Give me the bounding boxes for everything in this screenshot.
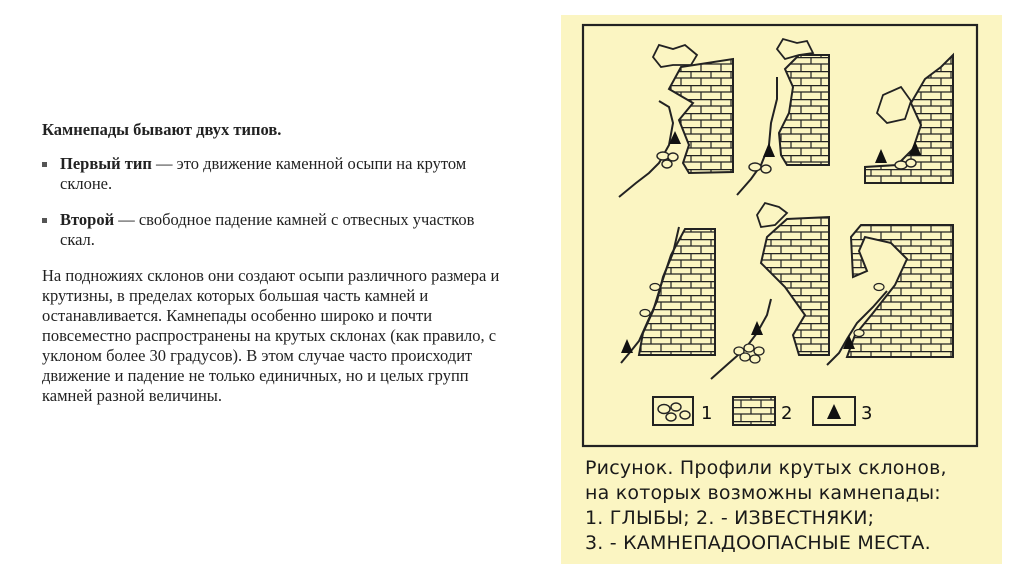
slope-profile-5	[711, 203, 829, 379]
bullet-second-type	[42, 210, 512, 250]
slope-profile-6	[827, 225, 953, 365]
rockfall-figure	[561, 15, 1002, 564]
bullet-text: — это движение каменной осыпи на крутом склоне.	[60, 154, 467, 193]
legend-label-1: 1	[701, 403, 713, 424]
bullet-square-icon	[42, 162, 47, 167]
legend-label-2: 2	[781, 403, 793, 424]
bullet-term: Второй	[60, 210, 115, 229]
caption-line: 1. ГЛЫБЫ; 2. - ИЗВЕСТНЯКИ;	[585, 507, 875, 529]
heading: Камнепады бывают двух типов.	[42, 120, 282, 139]
caption-line: на которых возможны камнепады:	[585, 482, 941, 504]
slope-profile-1	[619, 45, 733, 197]
legend-item-limestone	[733, 397, 792, 425]
bullet-text: — свободное падение камней с отвесных участков скал.	[60, 210, 475, 249]
slope-profile-4	[621, 227, 715, 363]
limestone-swatch-icon	[733, 397, 775, 425]
legend	[653, 397, 872, 425]
legend-label-3: 3	[861, 403, 873, 424]
caption-line: 3. - КАМНЕПАДООПАСНЫЕ МЕСТА.	[585, 532, 931, 554]
figure-caption	[585, 456, 995, 556]
slope-profile-3	[865, 55, 953, 183]
caption-line: Рисунок. Профили крутых склонов,	[585, 457, 947, 479]
text-block	[42, 120, 512, 406]
legend-item-boulders	[653, 397, 712, 425]
bullet-first-type	[42, 154, 512, 194]
legend-item-danger-zone	[813, 397, 872, 425]
bullet-square-icon	[42, 218, 47, 223]
body-paragraph: На подножиях склонов они создают осыпи различного размера и крутизны, в пределах которых большая часть камней и останавливается. Камнепады особенно широко и почти повсеместно распространены на крутых склонах (как правило, с уклоном более 30 градусов). В этом случае часто происходит движение и падение не только единичных, но и целых групп камней разной величины.	[42, 266, 500, 405]
slope-profile-2	[737, 39, 829, 195]
bullet-term: Первый тип	[60, 154, 152, 173]
